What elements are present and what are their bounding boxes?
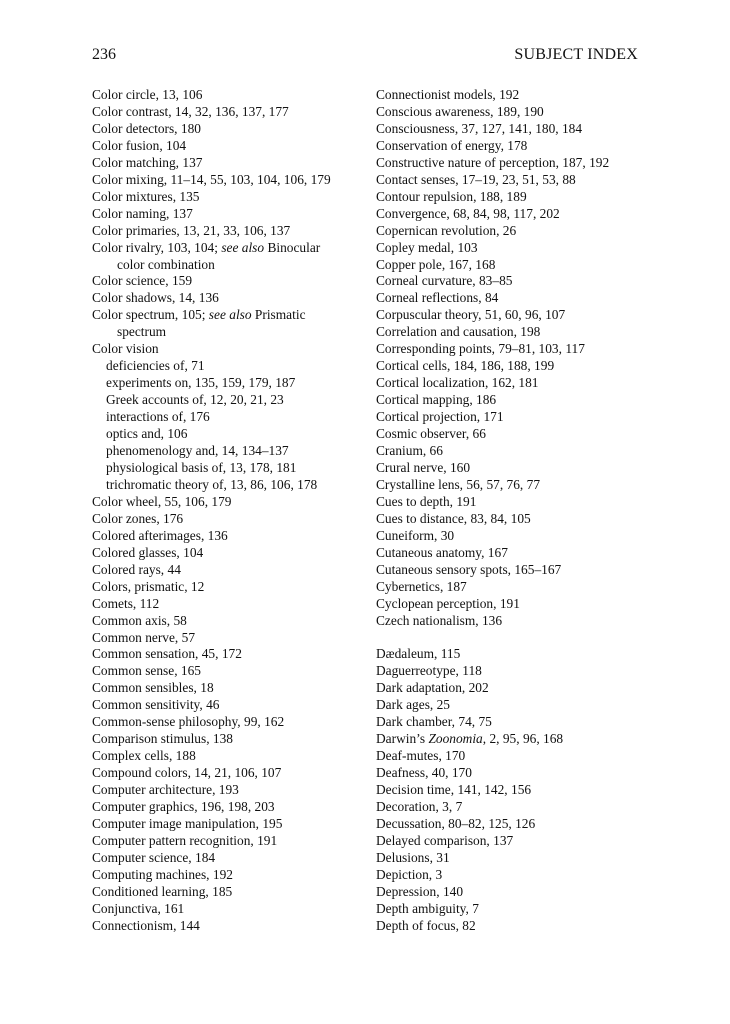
entry-text: Color matching, 137 xyxy=(92,154,203,170)
index-entry xyxy=(92,240,362,257)
entry-text: Cortical projection, 171 xyxy=(376,409,504,425)
entry-text: physiological basis of, 13, 178, 181 xyxy=(106,459,297,475)
entry-text: Color mixing, 11–14, 55, 103, 104, 106, 179 xyxy=(92,171,331,187)
index-entry xyxy=(376,240,676,257)
index-entry xyxy=(376,341,676,358)
index-entry xyxy=(376,494,676,511)
entry-text: Delusions, 31 xyxy=(376,849,450,865)
index-entry xyxy=(92,104,362,121)
index-entry xyxy=(92,663,362,680)
entry-text: Colored glasses, 104 xyxy=(92,544,204,560)
index-entry xyxy=(376,782,676,799)
index-entry xyxy=(376,206,676,223)
index-entry xyxy=(376,562,676,579)
entry-text: phenomenology and, 14, 134–137 xyxy=(106,443,289,459)
entry-text: Dark adaptation, 202 xyxy=(376,680,489,696)
index-entry xyxy=(92,697,362,714)
entry-text: Cortical localization, 162, 181 xyxy=(376,375,539,391)
entry-text: experiments on, 135, 159, 179, 187 xyxy=(106,375,296,391)
index-entry xyxy=(92,562,362,579)
index-entry xyxy=(376,714,676,731)
index-entry xyxy=(92,290,362,307)
entry-text: Contour repulsion, 188, 189 xyxy=(376,188,527,204)
entry-text: Czech nationalism, 136 xyxy=(376,612,503,628)
entry-text: Greek accounts of, 12, 20, 21, 23 xyxy=(106,392,284,408)
entry-text: Darwin’s xyxy=(376,731,429,747)
index-entry xyxy=(92,833,362,850)
entry-text: Common nerve, 57 xyxy=(92,629,196,645)
entry-text: Depression, 140 xyxy=(376,883,464,899)
index-entry xyxy=(92,680,362,697)
entry-text: Cosmic observer, 66 xyxy=(376,426,486,442)
index-subentry xyxy=(92,426,362,443)
entry-text: Color zones, 176 xyxy=(92,510,184,526)
entry-text: Decision time, 141, 142, 156 xyxy=(376,782,532,798)
index-entry xyxy=(92,341,362,358)
entry-text: Cybernetics, 187 xyxy=(376,578,467,594)
index-entry xyxy=(376,731,676,748)
index-entry xyxy=(92,511,362,528)
section-gap xyxy=(376,630,676,647)
entry-text: Depth ambiguity, 7 xyxy=(376,900,479,916)
entry-text: deficiencies of, 71 xyxy=(106,358,205,374)
index-entry xyxy=(92,884,362,901)
index-entry xyxy=(92,121,362,138)
entry-text: Conscious awareness, 189, 190 xyxy=(376,103,544,119)
index-entry xyxy=(376,511,676,528)
entry-italic-text: see also xyxy=(221,239,265,255)
entry-text: Delayed comparison, 137 xyxy=(376,832,514,848)
entry-text: optics and, 106 xyxy=(106,426,188,442)
index-entry xyxy=(92,545,362,562)
entry-text: Copper pole, 167, 168 xyxy=(376,256,496,272)
index-entry xyxy=(376,443,676,460)
entry-text: Corpuscular theory, 51, 60, 96, 107 xyxy=(376,307,566,323)
index-entry xyxy=(376,477,676,494)
entry-text: Complex cells, 188 xyxy=(92,748,196,764)
index-subentry xyxy=(92,409,362,426)
index-entry xyxy=(92,87,362,104)
index-entry xyxy=(376,392,676,409)
index-entry xyxy=(376,663,676,680)
running-head: SUBJECT INDEX xyxy=(514,46,638,63)
entry-text: Daguerreotype, 118 xyxy=(376,663,482,679)
entry-text: Cortical mapping, 186 xyxy=(376,392,497,408)
entry-text: Color rivalry, 103, 104; xyxy=(92,239,222,255)
index-entry xyxy=(376,646,676,663)
index-entry xyxy=(376,596,676,613)
entry-text: Colored rays, 44 xyxy=(92,561,181,577)
entry-text: Dark ages, 25 xyxy=(376,697,450,713)
page-number: 236 xyxy=(92,46,116,63)
index-entry xyxy=(376,375,676,392)
index-entry xyxy=(92,596,362,613)
index-entry xyxy=(92,867,362,884)
entry-text: Color science, 159 xyxy=(92,273,193,289)
entry-text: Computing machines, 192 xyxy=(92,866,233,882)
entry-text: Correlation and causation, 198 xyxy=(376,324,541,340)
entry-text: Copley medal, 103 xyxy=(376,239,478,255)
entry-text: Computer science, 184 xyxy=(92,849,216,865)
entry-text: Color contrast, 14, 32, 136, 137, 177 xyxy=(92,103,289,119)
entry-text: Consciousness, 37, 127, 141, 180, 184 xyxy=(376,120,583,136)
index-subentry xyxy=(92,358,362,375)
entry-text: Color spectrum, 105; xyxy=(92,307,209,323)
index-entry xyxy=(376,358,676,375)
index-entry xyxy=(376,901,676,918)
index-entry xyxy=(92,155,362,172)
index-entry xyxy=(92,138,362,155)
index-entry xyxy=(376,172,676,189)
index-entry xyxy=(92,714,362,731)
entry-text: Crystalline lens, 56, 57, 76, 77 xyxy=(376,476,541,492)
entry-text: Corneal reflections, 84 xyxy=(376,290,499,306)
entry-text: Colors, prismatic, 12 xyxy=(92,578,205,594)
entry-text: Color primaries, 13, 21, 33, 106, 137 xyxy=(92,222,291,238)
entry-italic-text: Zoonomia xyxy=(428,731,483,747)
index-entry xyxy=(92,528,362,545)
entry-text: Contact senses, 17–19, 23, 51, 53, 88 xyxy=(376,171,576,187)
index-entry xyxy=(376,545,676,562)
index-entry xyxy=(376,138,676,155)
entry-text: Color naming, 137 xyxy=(92,205,193,221)
index-entry xyxy=(376,816,676,833)
index-entry xyxy=(92,748,362,765)
entry-tail-text: , 2, 95, 96, 168 xyxy=(482,731,564,747)
entry-text: Common sensitivity, 46 xyxy=(92,697,220,713)
entry-text: Common sense, 165 xyxy=(92,663,201,679)
index-entry xyxy=(376,867,676,884)
index-entry-continuation xyxy=(92,257,362,274)
entry-text: Corneal curvature, 83–85 xyxy=(376,273,513,289)
entry-tail-text: Prismatic xyxy=(251,307,306,323)
index-entry xyxy=(376,833,676,850)
index-entry xyxy=(92,613,362,630)
index-entry xyxy=(92,579,362,596)
index-entry xyxy=(376,257,676,274)
entry-text: Common-sense philosophy, 99, 162 xyxy=(92,714,285,730)
index-entry xyxy=(92,816,362,833)
entry-text: Color mixtures, 135 xyxy=(92,188,200,204)
entry-text: Computer image manipulation, 195 xyxy=(92,815,283,831)
entry-text: Copernican revolution, 26 xyxy=(376,222,517,238)
index-entry xyxy=(376,189,676,206)
entry-text: Convergence, 68, 84, 98, 117, 202 xyxy=(376,205,560,221)
entry-text: Color shadows, 14, 136 xyxy=(92,290,219,306)
entry-text: Common sensibles, 18 xyxy=(92,680,214,696)
entry-text: Deafness, 40, 170 xyxy=(376,765,472,781)
entry-text: Computer graphics, 196, 198, 203 xyxy=(92,799,275,815)
entry-text: trichromatic theory of, 13, 86, 106, 178 xyxy=(106,476,318,492)
entry-text: Cutaneous sensory spots, 165–167 xyxy=(376,561,562,577)
entry-text: color combination xyxy=(117,256,215,272)
entry-text: Decoration, 3, 7 xyxy=(376,799,463,815)
index-entry xyxy=(376,613,676,630)
index-entry xyxy=(376,748,676,765)
index-entry xyxy=(92,189,362,206)
entry-text: spectrum xyxy=(117,324,167,340)
entry-text: Cues to depth, 191 xyxy=(376,493,477,509)
entry-text: Dædaleum, 115 xyxy=(376,646,461,662)
index-entry xyxy=(92,630,362,647)
entry-text: Color detectors, 180 xyxy=(92,120,201,136)
entry-text: Comets, 112 xyxy=(92,595,160,611)
index-subentry xyxy=(92,392,362,409)
entry-text: Cutaneous anatomy, 167 xyxy=(376,544,508,560)
entry-text: Corresponding points, 79–81, 103, 117 xyxy=(376,341,585,357)
index-entry-continuation xyxy=(92,324,362,341)
index-entry xyxy=(376,528,676,545)
entry-text: Deaf-mutes, 170 xyxy=(376,748,466,764)
entry-tail-text: Binocular xyxy=(264,239,321,255)
index-entry xyxy=(376,87,676,104)
entry-text: interactions of, 176 xyxy=(106,409,210,425)
entry-text: Dark chamber, 74, 75 xyxy=(376,714,492,730)
entry-text: Computer pattern recognition, 191 xyxy=(92,832,278,848)
index-entry xyxy=(92,918,362,935)
entry-text: Color fusion, 104 xyxy=(92,137,187,153)
index-entry xyxy=(92,731,362,748)
index-entry xyxy=(376,121,676,138)
entry-text: Color circle, 13, 106 xyxy=(92,87,203,102)
index-entry xyxy=(376,324,676,341)
index-subentry xyxy=(92,460,362,477)
index-subentry xyxy=(92,375,362,392)
index-entry xyxy=(376,155,676,172)
index-subentry xyxy=(92,477,362,494)
entry-text: Cuneiform, 30 xyxy=(376,527,455,543)
index-entry xyxy=(376,290,676,307)
index-entry xyxy=(92,206,362,223)
entry-text: Conservation of energy, 178 xyxy=(376,137,528,153)
entry-text: Connectionism, 144 xyxy=(92,917,200,933)
index-entry xyxy=(92,646,362,663)
index-entry xyxy=(92,223,362,240)
entry-text: Comparison stimulus, 138 xyxy=(92,731,233,747)
index-entry xyxy=(376,850,676,867)
index-entry xyxy=(92,799,362,816)
index-entry xyxy=(376,765,676,782)
entry-italic-text: see also xyxy=(208,307,252,323)
index-entry xyxy=(92,782,362,799)
entry-text: Cues to distance, 83, 84, 105 xyxy=(376,510,531,526)
entry-text: Color wheel, 55, 106, 179 xyxy=(92,493,232,509)
index-entry xyxy=(92,273,362,290)
index-column-left xyxy=(92,87,362,935)
index-entry xyxy=(376,409,676,426)
index-column-right xyxy=(376,87,676,935)
index-entry xyxy=(376,104,676,121)
entry-text: Depiction, 3 xyxy=(376,866,443,882)
entry-text: Conditioned learning, 185 xyxy=(92,883,233,899)
entry-text: Colored afterimages, 136 xyxy=(92,527,228,543)
index-entry xyxy=(376,223,676,240)
index-entry xyxy=(376,273,676,290)
entry-text: Connectionist models, 192 xyxy=(376,87,520,102)
entry-text: Depth of focus, 82 xyxy=(376,917,476,933)
entry-text: Common axis, 58 xyxy=(92,612,187,628)
index-entry xyxy=(376,884,676,901)
index-entry xyxy=(376,697,676,714)
index-subentry xyxy=(92,443,362,460)
entry-text: Conjunctiva, 161 xyxy=(92,900,185,916)
entry-text: Cortical cells, 184, 186, 188, 199 xyxy=(376,358,555,374)
entry-text: Constructive nature of perception, 187, 192 xyxy=(376,154,610,170)
index-entry xyxy=(376,918,676,935)
index-entry xyxy=(92,494,362,511)
entry-text: Decussation, 80–82, 125, 126 xyxy=(376,815,536,831)
entry-text: Common sensation, 45, 172 xyxy=(92,646,242,662)
index-entry xyxy=(376,460,676,477)
index-entry xyxy=(92,901,362,918)
index-entry xyxy=(92,850,362,867)
entry-text: Compound colors, 14, 21, 106, 107 xyxy=(92,765,282,781)
index-entry xyxy=(376,426,676,443)
entry-text: Computer architecture, 193 xyxy=(92,782,239,798)
entry-text: Color vision xyxy=(92,341,159,357)
entry-text: Cranium, 66 xyxy=(376,443,443,459)
index-entry xyxy=(376,307,676,324)
index-entry xyxy=(376,680,676,697)
index-entry xyxy=(376,799,676,816)
entry-text: Cyclopean perception, 191 xyxy=(376,595,520,611)
index-entry xyxy=(92,307,362,324)
entry-text: Crural nerve, 160 xyxy=(376,459,471,475)
index-entry xyxy=(92,765,362,782)
index-entry xyxy=(376,579,676,596)
index-entry xyxy=(92,172,362,189)
